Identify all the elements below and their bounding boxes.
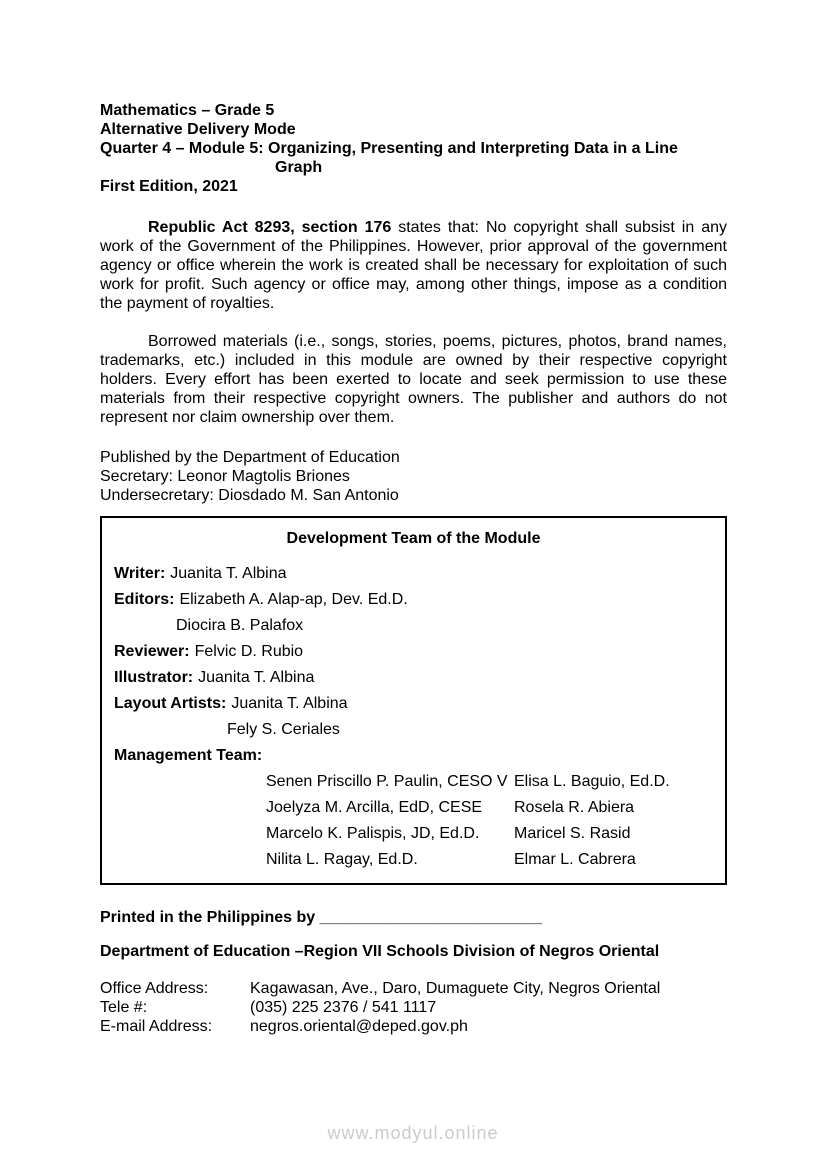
layout-artist-1-value: Juanita T. Albina	[231, 695, 348, 712]
republic-act-rest-text: states that: No copyright shall subsist in any work of the Government of the Philippines. However, prior approval of the government agency or office wherein the work is created shall be necessary for exploitation of such work for profit. Such agency or office may, among other things, impose as a condition the payment of royalties.	[100, 219, 727, 312]
publisher-block	[100, 448, 727, 505]
development-team-box	[100, 516, 727, 885]
dev-team-row-illustrator	[114, 665, 713, 691]
illustrator-value: Juanita T. Albina	[198, 669, 315, 686]
printed-in-philippines-line	[100, 908, 727, 927]
module-edition-line: First Edition, 2021	[100, 178, 238, 195]
republic-act-bold-text: Republic Act 8293, section 176	[148, 219, 392, 236]
layout-artists-label: Layout Artists:	[114, 695, 227, 712]
printed-label: Printed in the Philippines by	[100, 909, 320, 926]
dev-team-row-editors	[114, 587, 713, 613]
management-member: Elmar L. Cabrera	[514, 851, 636, 868]
dev-team-row-reviewer	[114, 639, 713, 665]
copyright-paragraph-2: Borrowed materials (i.e., songs, stories, poems, pictures, photos, brand names, trademarks, etc.) included in this module are owned by their respective copyright holders. Every effort has been exerted to locate and seek permission to use these materials from their respective copyright owners. The publisher and authors do not represent nor claim ownership over them.	[100, 333, 727, 426]
management-col-2	[514, 769, 713, 873]
writer-value: Juanita T. Albina	[170, 565, 287, 582]
management-member: Rosela R. Abiera	[514, 799, 635, 816]
editors-value: Elizabeth A. Alap-ap, Dev. Ed.D.	[179, 591, 408, 608]
management-team-label: Management Team:	[114, 747, 263, 764]
reviewer-label: Reviewer:	[114, 643, 190, 660]
dev-team-row-layout-artist-2	[114, 717, 713, 743]
layout-artist-2-value: Fely S. Ceriales	[227, 721, 340, 738]
module-title-wrap-line: Graph	[275, 159, 323, 176]
tele-number-value: (035) 225 2376 / 541 1117	[250, 999, 437, 1016]
module-title-line: Quarter 4 – Module 5: Organizing, Presenting and Interpreting Data in a Line	[100, 140, 678, 157]
development-team-title: Development Team of the Module	[286, 530, 541, 547]
editor-2-value: Diocira B. Palafox	[176, 617, 304, 634]
management-member: Nilita L. Ragay, Ed.D.	[266, 851, 418, 868]
email-address-value: negros.oriental@deped.gov.ph	[250, 1018, 468, 1035]
office-address-value: Kagawasan, Ave., Daro, Dumaguete City, Negros Oriental	[250, 980, 661, 997]
dev-team-row-layout-artists	[114, 691, 713, 717]
writer-label: Writer:	[114, 565, 166, 582]
undersecretary-line: Undersecretary: Diosdado M. San Antonio	[100, 487, 399, 504]
module-header	[100, 101, 727, 196]
management-member: Senen Priscillo P. Paulin, CESO V	[266, 773, 508, 790]
document-content	[100, 101, 727, 1036]
watermark-text: www.modyul.online	[327, 1123, 499, 1143]
management-member: Maricel S. Rasid	[514, 825, 631, 842]
department-region-line: Department of Education –Region VII Schools Division of Negros Oriental	[100, 943, 660, 960]
management-col-1	[266, 769, 514, 873]
printed-blank-line: _________________________	[319, 909, 543, 926]
editors-label: Editors:	[114, 591, 175, 608]
module-mode-line: Alternative Delivery Mode	[100, 121, 296, 138]
email-address-label: E-mail Address:	[100, 1018, 213, 1035]
contact-info-table	[100, 979, 727, 1036]
dev-team-row-editor-2	[114, 613, 713, 639]
module-subject-line: Mathematics – Grade 5	[100, 102, 275, 119]
management-member: Elisa L. Baguio, Ed.D.	[514, 773, 670, 790]
dev-team-row-management	[114, 743, 713, 769]
illustrator-label: Illustrator:	[114, 669, 194, 686]
dev-team-row-writer	[114, 561, 713, 587]
tele-number-label: Tele #:	[100, 999, 148, 1016]
copyright-paragraph-1	[100, 218, 727, 313]
management-team-grid	[114, 769, 713, 873]
secretary-line: Secretary: Leonor Magtolis Briones	[100, 468, 350, 485]
office-address-label: Office Address:	[100, 980, 209, 997]
reviewer-value: Felvic D. Rubio	[194, 643, 304, 660]
published-by-line: Published by the Department of Education	[100, 449, 400, 466]
management-member: Marcelo K. Palispis, JD, Ed.D.	[266, 825, 480, 842]
management-member: Joelyza M. Arcilla, EdD, CESE	[266, 799, 483, 816]
